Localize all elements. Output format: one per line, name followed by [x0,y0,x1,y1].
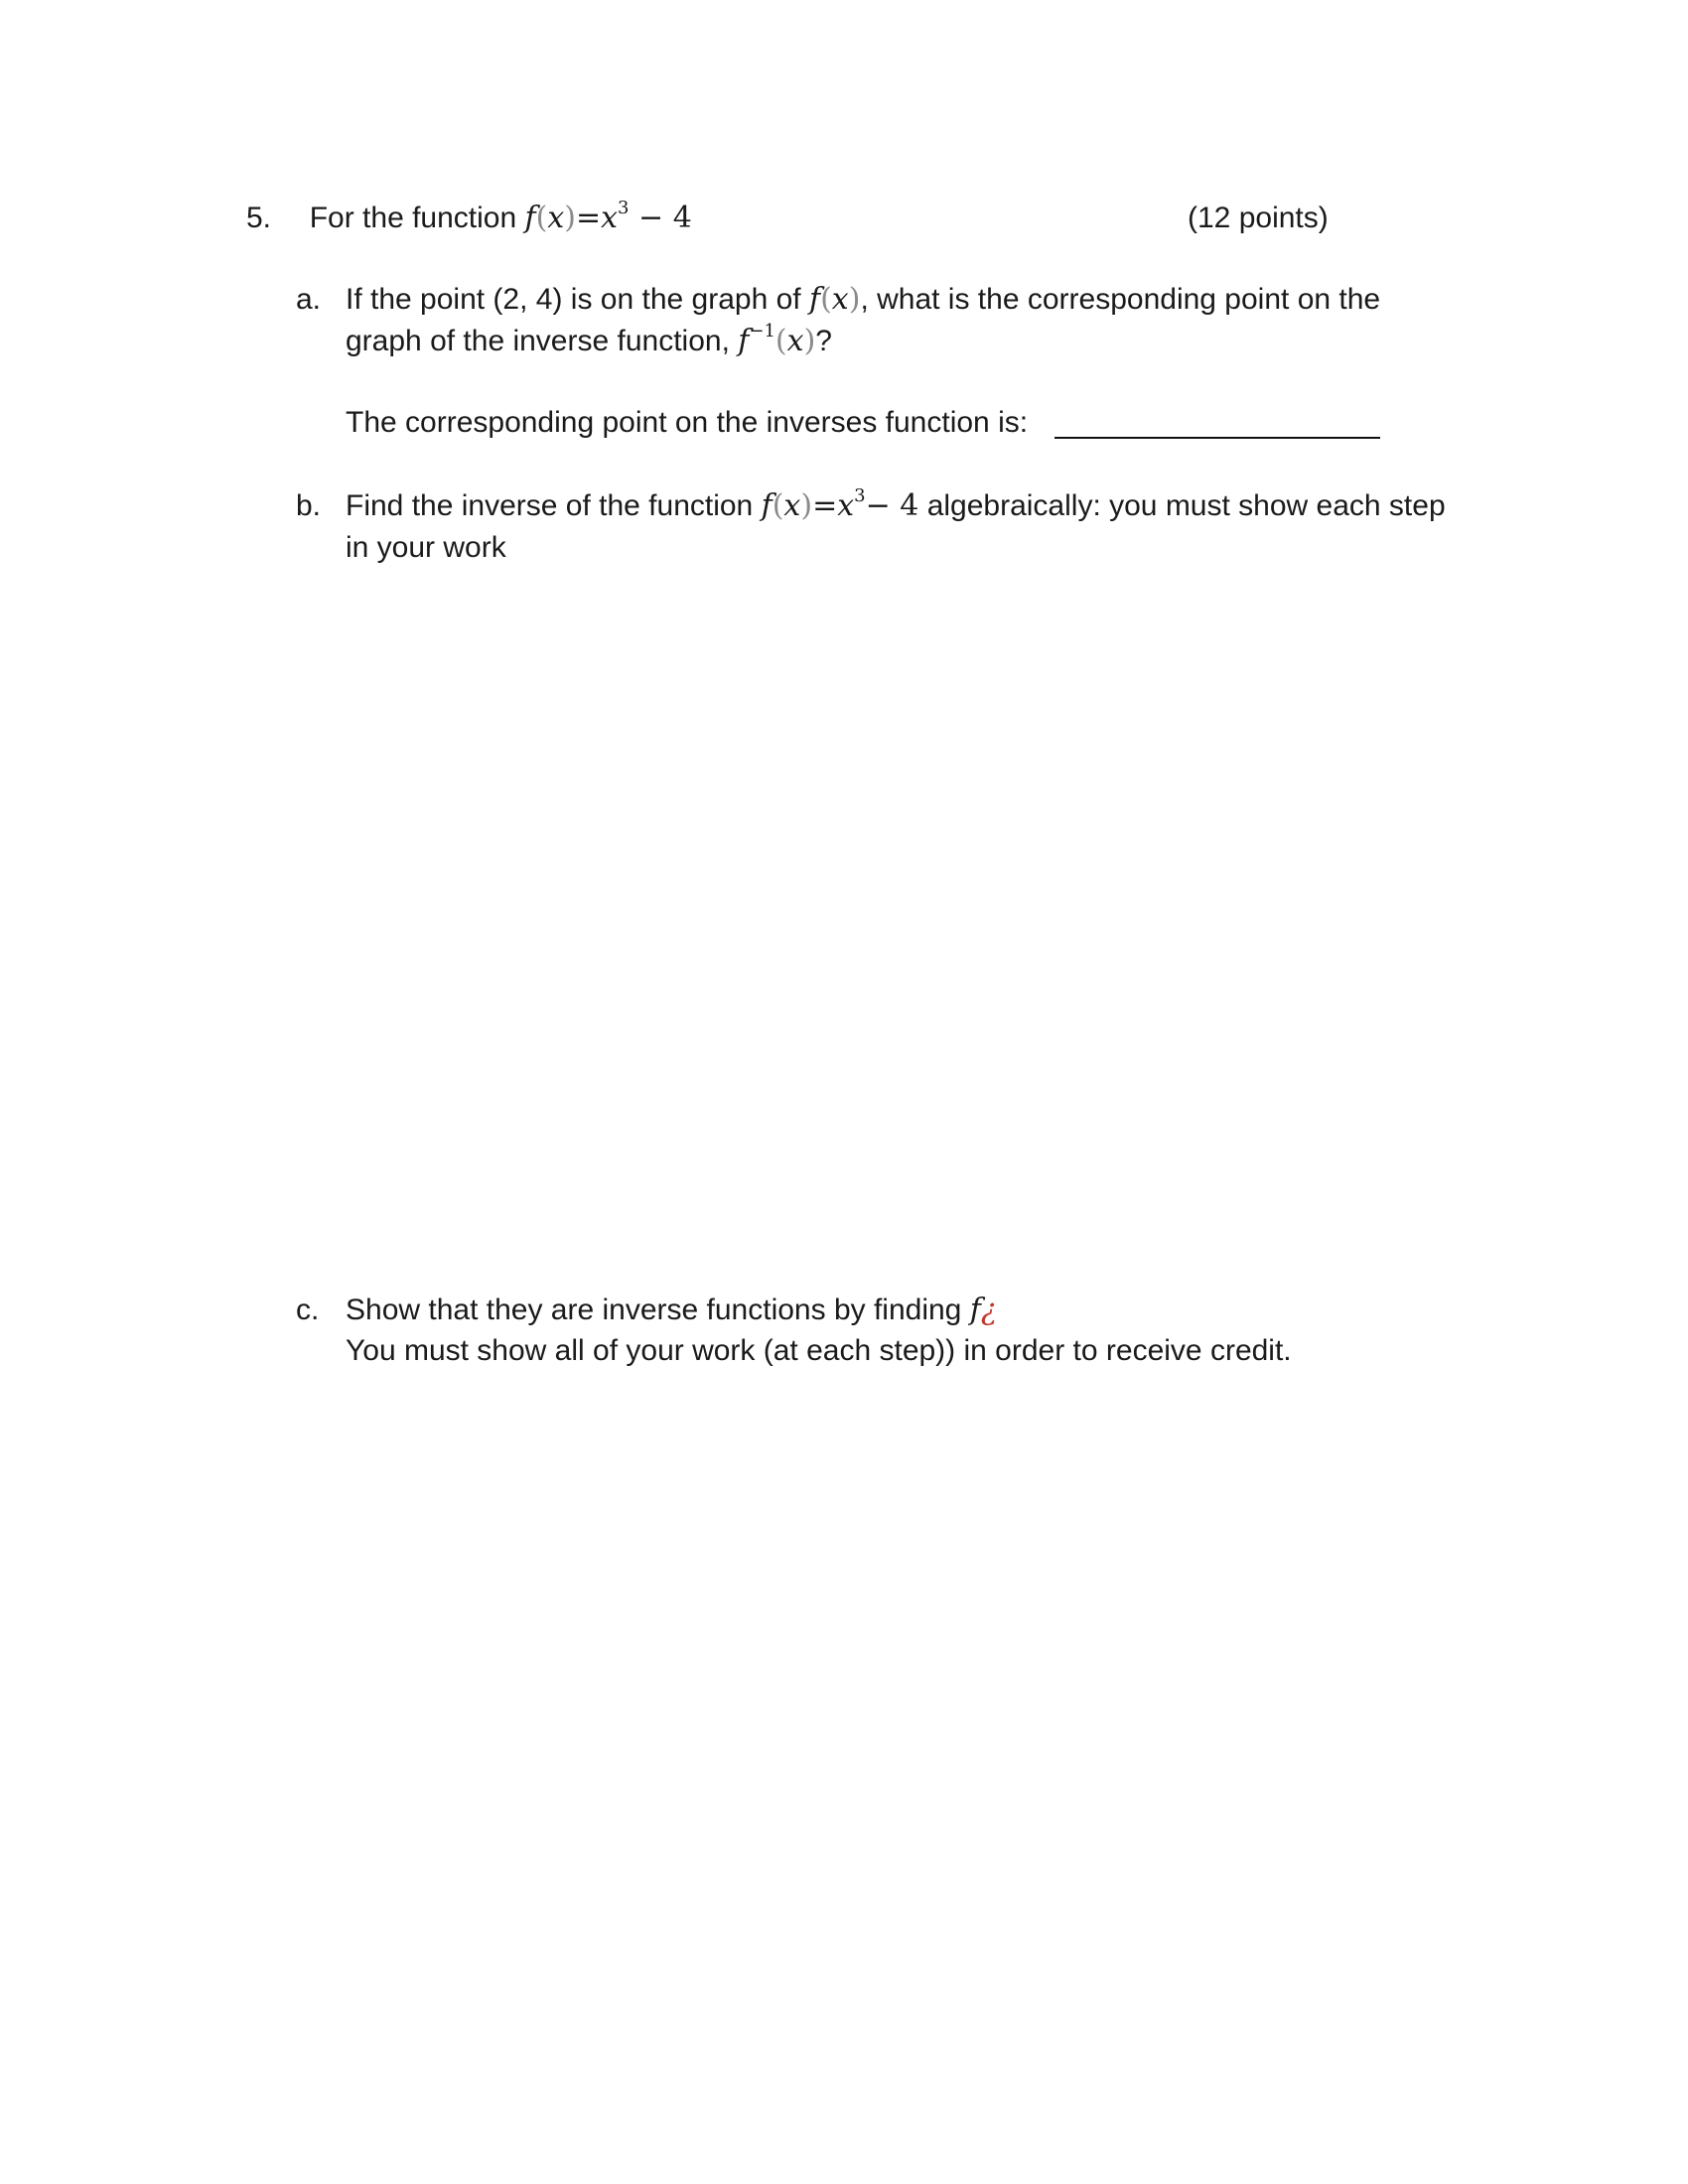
points-label: (12 points) [1188,202,1329,234]
part-b-function: $f(x)=x^3- 4$ [761,485,919,523]
part-b-line2: in your work [346,531,506,564]
part-a-line1: If the point (2, 4) is on the graph of f(x), what is the corresponding point on the [346,282,1381,317]
part-c-marker: c. [296,1294,320,1326]
part-c-composition: f¿ [969,1293,997,1327]
part-a-function: f(x) [808,282,861,317]
part-c-line2: You must show all of your work (at each step)) in order to receive credit. [346,1334,1292,1367]
part-a-answer-prompt: The corresponding point on the inverses function is: [346,406,1029,439]
part-a-answer-blank[interactable] [1055,437,1380,439]
part-b-marker: b. [296,489,322,522]
problem-number: 5. [246,202,272,234]
problem-header [246,199,692,238]
part-c-work-area[interactable] [346,1390,1438,2085]
part-b-work-area[interactable] [346,586,1438,1271]
part-b-line1: Find the inverse of the function $f(x)=x^3- 4$ algebraically: you must show each step [346,485,1446,523]
function-definition: $f(x)=x^3 - 4$ [524,198,692,235]
part-a-marker: a. [296,283,322,316]
part-c-line1: Show that they are inverse functions by finding f¿ [346,1293,997,1327]
part-a-line2: graph of the inverse function, $f^{-1}(x)$? [346,321,832,358]
part-a-inverse-function: $f^{-1}(x)$ [738,321,816,358]
problem-lead: For the function [309,202,517,234]
